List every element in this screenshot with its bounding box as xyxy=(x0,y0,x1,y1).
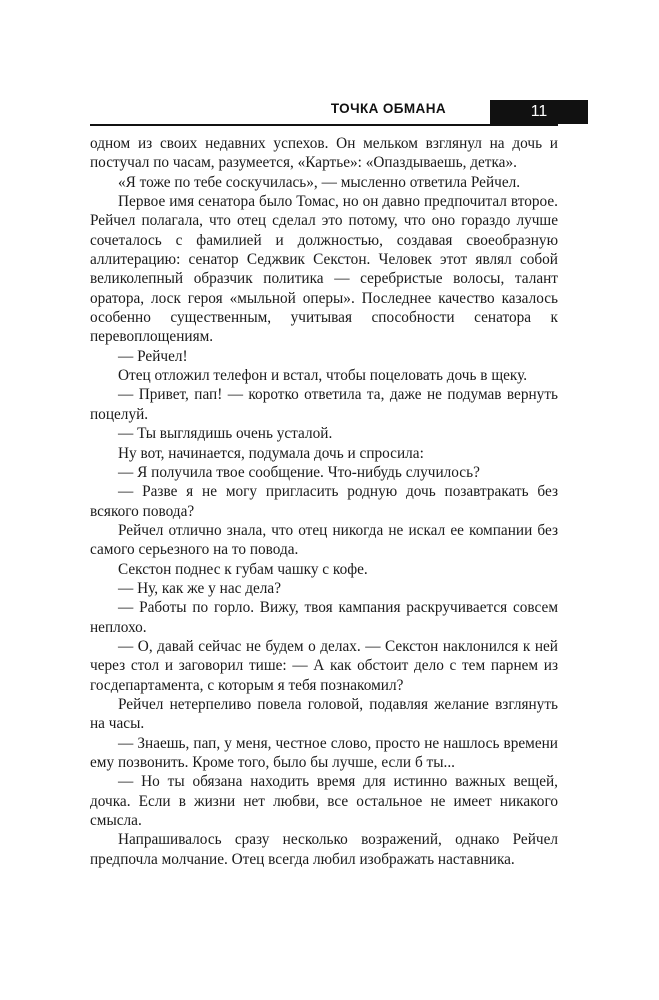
paragraph-5: Отец отложил телефон и встал, чтобы поцеловать дочь в щеку. xyxy=(118,367,528,385)
paragraph-7: — Ты выглядишь очень усталой. xyxy=(118,425,333,443)
paragraph-13: — Ну, как же у нас дела? xyxy=(118,579,282,597)
paragraph-16: Рейчел нетерпеливо повела головой, подавляя желание взглянуть на часы. xyxy=(90,695,558,733)
body-text xyxy=(90,134,558,869)
paragraph-19: Напрашивалось сразу несколько возражений, однако Рейчел предпочла молчание. Отец всегда любил изображать наставника. xyxy=(90,831,558,868)
page-number: 11 xyxy=(490,100,588,124)
running-header xyxy=(90,100,558,126)
paragraph-3: Первое имя сенатора было Томас, но он давно предпочитал второе. Рейчел полагала, что отец сделал это потому, что оно гораздо лучше сочеталось с фамилией и должностью, создавая своеобразную аллитерацию: сенатор Седжвик Секстон. Человек этот являл собой великолепный образчик политика — серебристые волосы, талант оратора, лоск героя «мыльной оперы». Последнее качество казалось особенно существенным, учитывая способности сенатора к перевоплощениям. xyxy=(90,193,558,346)
paragraph-15: — О, давай сейчас не будем о делах. — Секстон наклонился к ней через стол и заговорил тише: — А как обстоит дело с тем парнем из госдепартамента, с которым я тебя познакомил? xyxy=(90,637,558,694)
paragraph-2: «Я тоже по тебе соскучилась», — мысленно ответила Рейчел. xyxy=(118,173,521,191)
paragraph-10: — Разве я не могу пригласить родную дочь позавтракать без всякого повода? xyxy=(90,483,558,520)
paragraph-14: — Работы по горло. Вижу, твоя кампания раскручивается совсем неплохо. xyxy=(90,599,558,636)
paragraph-17: — Знаешь, пап, у меня, честное слово, просто не нашлось времени ему позвонить. Кроме того, было бы лучше, если б ты... xyxy=(90,734,558,771)
book-page xyxy=(90,100,558,869)
paragraph-18: — Но ты обязана находить время для истинно важных вещей, дочка. Если в жизни нет любви, все остальное не имеет никакого смысла. xyxy=(90,773,558,830)
paragraph-1: одном из своих недавних успехов. Он мельком взглянул на дочь и постучал по часам, разумеется, «Картье»: «Опаздываешь, детка». xyxy=(90,135,558,172)
paragraph-6: — Привет, пап! — коротко ответила та, даже не подумав вернуть поцелуй. xyxy=(90,386,558,423)
book-title: ТОЧКА ОБМАНА xyxy=(330,101,446,116)
paragraph-12: Секстон поднес к губам чашку с кофе. xyxy=(118,560,368,578)
paragraph-9: — Я получила твое сообщение. Что-нибудь случилось? xyxy=(118,463,480,481)
paragraph-8: Ну вот, начинается, подумала дочь и спросила: xyxy=(118,444,424,462)
paragraph-4: — Рейчел! xyxy=(118,347,188,365)
paragraph-11: Рейчел отлично знала, что отец никогда не искал ее компании без самого серьезного на то повода. xyxy=(90,521,558,559)
